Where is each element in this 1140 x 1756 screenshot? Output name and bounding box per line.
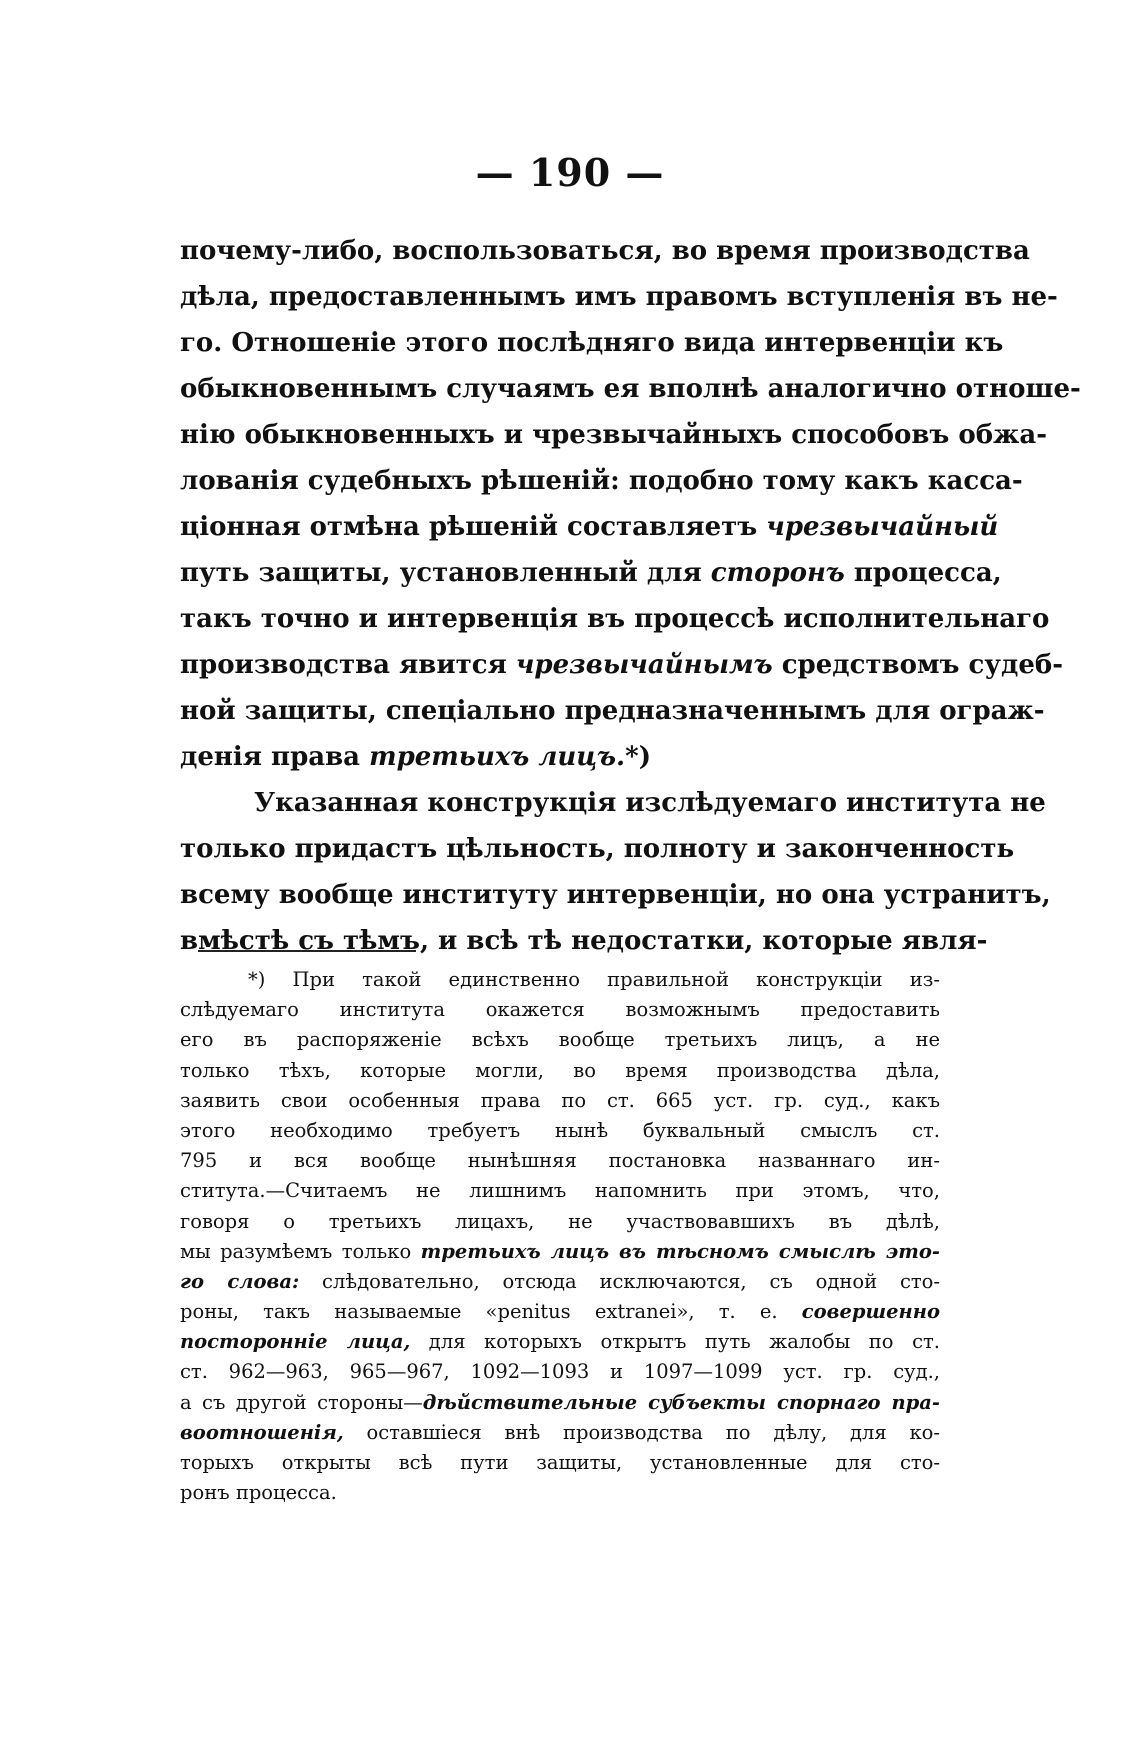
footnote-line: [180, 1176, 940, 1206]
text-segment: *) При такой единственно правильной конструкціи из-: [248, 968, 940, 991]
main-text-line: [180, 642, 1063, 688]
main-text-line: [180, 734, 940, 780]
italic-text: чрезвычайнымъ: [515, 650, 773, 680]
footnote-line: [180, 965, 940, 995]
text-segment: такъ точно и интервенція въ процессѣ исполнительнаго: [180, 604, 1050, 634]
main-text-line: [180, 504, 999, 550]
footnote-line: [180, 1478, 940, 1508]
italic-text: третьихъ лицъ въ тѣсномъ смыслѣ это-: [420, 1239, 940, 1263]
footnote-line: [180, 1357, 940, 1387]
text-segment: всему вообще институту интервенціи, но она устранитъ,: [180, 880, 1051, 910]
text-segment: ціонная отмѣна рѣшеній составляетъ: [180, 512, 767, 542]
text-segment: нію обыкновенныхъ и чрезвычайныхъ способовъ обжа-: [180, 420, 1048, 450]
text-segment: лованія судебныхъ рѣшеній: подобно тому какъ касса-: [180, 466, 1023, 496]
text-segment: ститута.—Считаемъ не лишнимъ напомнить при этомъ, что,: [180, 1179, 940, 1203]
footnote-line: [180, 1207, 940, 1237]
footnote-line: [180, 995, 940, 1025]
main-text-line: [180, 274, 1058, 320]
main-text-line: [180, 688, 1045, 734]
text-segment: только тѣхъ, которые могли, во время производства дѣла,: [180, 1058, 940, 1082]
text-segment: путь защиты, установленный для: [180, 558, 711, 588]
footnote: [180, 965, 940, 1508]
footnote-line: [180, 1025, 940, 1055]
main-text-line: [180, 412, 1048, 458]
text-segment: торыхъ открыты всѣ пути защиты, установленные для сто-: [180, 1451, 940, 1474]
italic-text: чрезвычайный: [766, 512, 999, 542]
main-text-line: [180, 366, 1081, 412]
text-segment: ной защиты, спеціально предназначеннымъ для ограж-: [180, 696, 1045, 726]
footnote-line: [180, 1146, 940, 1176]
text-segment: почему-либо, воспользоваться, во время производства: [180, 236, 1030, 266]
text-segment: для которыхъ открытъ путь жалобы по ст.: [410, 1330, 940, 1354]
footnote-line: [180, 1297, 940, 1327]
text-segment: а съ другой стороны—: [180, 1390, 423, 1414]
text-segment: процесса,: [844, 558, 1002, 588]
text-segment: слѣдуемаго института окажется возможнымъ предоставить: [180, 998, 940, 1022]
text-segment: средствомъ судеб-: [772, 650, 1063, 680]
text-segment: вмѣстѣ съ тѣмъ, и всѣ тѣ недостатки, которые явля-: [180, 926, 988, 956]
footnote-line: [180, 1116, 940, 1146]
main-text-line: [180, 918, 988, 964]
text-segment: слѣдовательно, отсюда исключаются, съ одной сто-: [299, 1269, 940, 1293]
text-segment: этого необходимо требуетъ нынѣ буквальный смыслъ ст.: [180, 1118, 940, 1142]
text-segment: дѣла, предоставленнымъ имъ правомъ вступленія въ не-: [180, 282, 1058, 312]
text-segment: заявить свои особенныя права по ст. 665 уст. гр. суд., какъ: [180, 1088, 940, 1112]
text-segment: 795 и вся вообще нынѣшняя постановка названнаго ин-: [180, 1149, 940, 1173]
main-text-line: [180, 550, 1002, 596]
text-segment: Указанная конструкція изслѣдуемаго института не: [254, 788, 1046, 818]
main-text-line: [180, 458, 1023, 504]
italic-text: сторонъ: [710, 558, 845, 588]
text-segment: говоря о третьихъ лицахъ, не участвовавшихъ въ дѣлѣ,: [180, 1209, 940, 1233]
footnote-line: [180, 1237, 940, 1267]
text-segment: ронъ процесса.: [180, 1481, 337, 1505]
main-text-line: [180, 228, 1030, 274]
text-segment: го. Отношеніе этого послѣдняго вида интервенціи къ: [180, 328, 1004, 358]
footnote-line: [180, 1267, 940, 1297]
italic-text: посторонніе лица,: [180, 1330, 411, 1354]
text-segment: мы разумѣемъ только: [180, 1239, 421, 1263]
text-segment: обыкновеннымъ случаямъ ея вполнѣ аналогично отноше-: [180, 374, 1081, 404]
text-segment: *): [625, 742, 651, 772]
footnote-divider: [198, 950, 416, 952]
text-segment: его въ распоряженіе всѣхъ вообще третьихъ лицъ, а не: [180, 1028, 940, 1052]
footnote-line: [180, 1448, 940, 1478]
main-text-line: [180, 872, 1051, 918]
footnote-line: [180, 1388, 940, 1418]
text-segment: роны, такъ называемые «penitus extranei», т. е.: [180, 1300, 802, 1324]
text-segment: производства явится: [180, 650, 516, 680]
text-segment: только придастъ цѣльность, полноту и законченность: [180, 834, 1015, 864]
main-text: [180, 228, 1081, 964]
main-text-line: [180, 780, 1046, 826]
text-segment: оставшіеся внѣ производства по дѣлу, для ко-: [343, 1420, 940, 1444]
footnote-line: [180, 1418, 940, 1448]
footnote-line: [180, 1086, 940, 1116]
italic-text: воотношенія,: [180, 1420, 344, 1444]
italic-text: го слова:: [180, 1269, 300, 1293]
italic-text: совершенно: [801, 1300, 940, 1324]
page-number: — 190 —: [475, 150, 665, 195]
footnote-line: [180, 1327, 940, 1357]
italic-text: дѣйствительные субъекты спорнаго пра-: [422, 1390, 941, 1414]
main-text-line: [180, 320, 1004, 366]
text-segment: ст. 962—963, 965—967, 1092—1093 и 1097—1099 уст. гр. суд.,: [180, 1360, 940, 1384]
main-text-line: [180, 596, 1050, 642]
footnote-line: [180, 1056, 940, 1086]
italic-text: третьихъ лицъ.: [369, 742, 626, 772]
main-text-line: [180, 826, 1015, 872]
text-segment: денія права: [180, 742, 370, 772]
